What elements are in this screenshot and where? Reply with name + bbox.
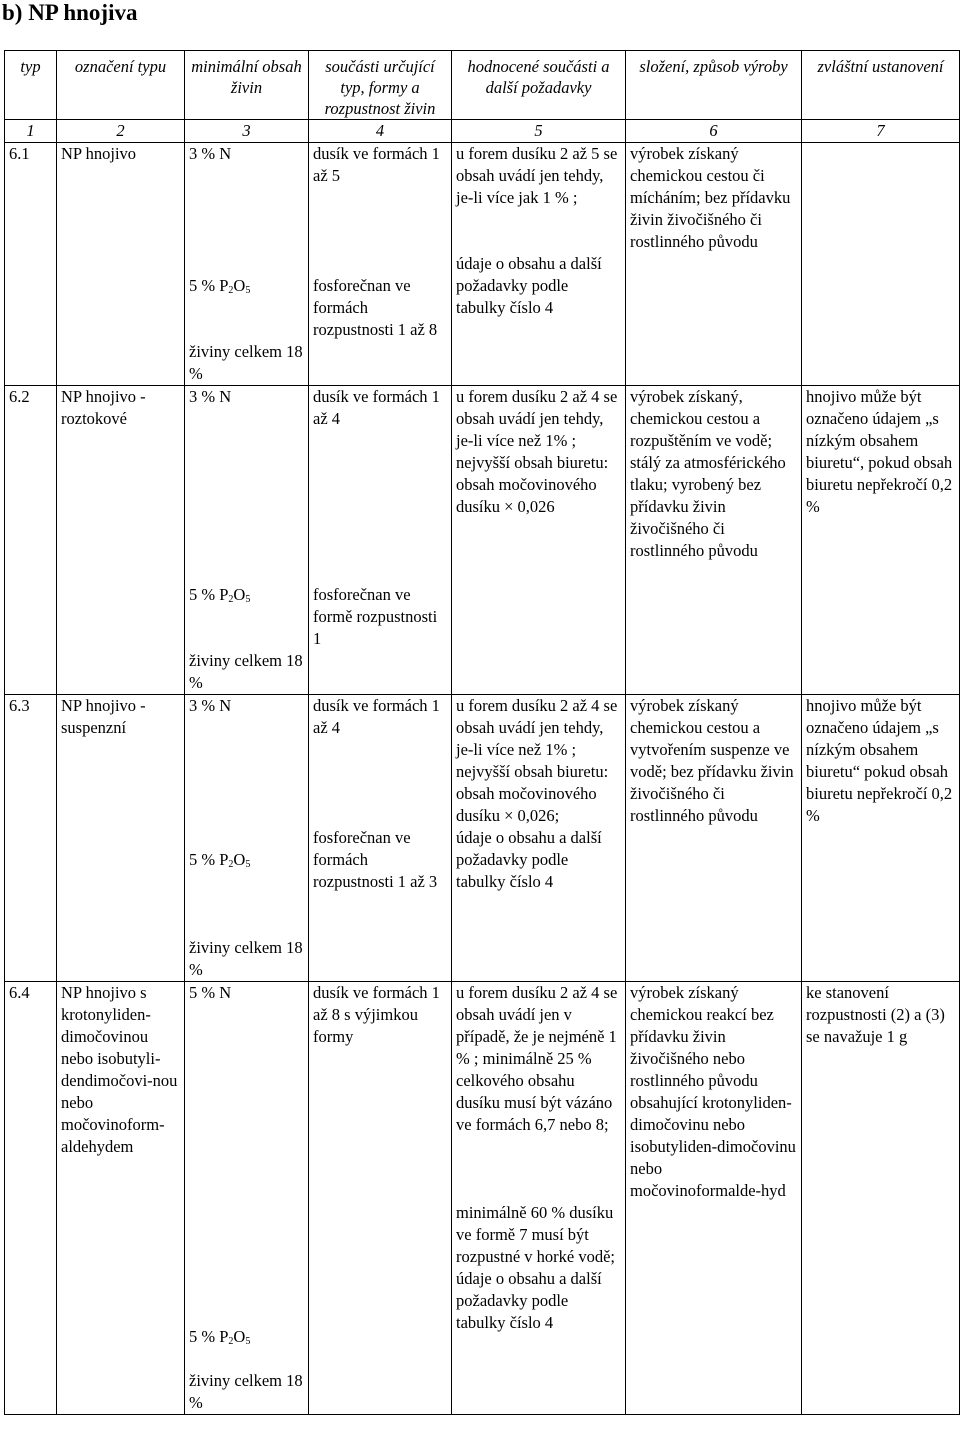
total-nutrients: živiny celkem 18 % — [189, 651, 303, 692]
n-eval: u forem dusíku 2 až 4 se obsah uvádí jen v případě, že je nejméně 1 % ; minimálně 25 % celkového obsahu dusíku musí být vázáno ve formách 6,7 nebo 8; — [456, 983, 618, 1134]
cell-composition: výrobek získaný chemickou reakcí bez přídavku živin živočišného nebo rostlinného původu obsahující krotonyliden-dimočovinu nebo isobutyliden-dimočovinu nebo močovinoformalde-hyd — [626, 982, 802, 1415]
n-form: dusík ve formách 1 až 8 s výjimkou formy — [313, 983, 440, 1046]
cell-name: NP hnojivo - suspenzní — [57, 695, 185, 982]
p-form: fosforečnan ve formě rozpustnosti 1 — [313, 585, 438, 648]
cell-evaluated — [452, 386, 626, 695]
cell-min-content — [185, 982, 309, 1415]
n-min: 5 % N — [189, 983, 232, 1002]
n-form: dusík ve formách 1 až 4 — [313, 387, 440, 428]
header-special: zvláštní ustanovení — [802, 51, 960, 120]
cell-name: NP hnojivo - roztokové — [57, 386, 185, 695]
cell-min-content — [185, 386, 309, 695]
n-min: 3 % N — [189, 144, 232, 163]
cell-components — [309, 386, 452, 695]
header-typ: typ — [5, 51, 57, 120]
table-row — [5, 386, 960, 695]
column-number: 6 — [626, 120, 802, 143]
header-evaluated: hodnocené součásti a další požadavky — [452, 51, 626, 120]
cell-composition: výrobek získaný chemickou cestou a vytvořením suspenze ve vodě; bez přídavku živin živočišného či rostlinného původu — [626, 695, 802, 982]
p-eval: údaje o obsahu a další požadavky podle tabulky číslo 4 — [456, 1269, 602, 1332]
n-min: 3 % N — [189, 696, 232, 715]
cell-typ: 6.1 — [5, 143, 57, 386]
cell-special: hnojivo může být označeno údajem „s nízkým obsahem biuretu“, pokud obsah biuretu nepřekročí 0,2 % — [802, 386, 960, 695]
n-eval: u forem dusíku 2 až 4 se obsah uvádí jen tehdy, je-li více než 1% ; nejvyšší obsah biuretu: obsah močovinového dusíku × 0,026; — [456, 696, 618, 825]
p-min: 5 % $P_2O_5$ — [189, 850, 251, 870]
column-number-row — [5, 120, 960, 143]
p-min: 5 % $P_2O_5$ — [189, 585, 251, 605]
column-number: 5 — [452, 120, 626, 143]
total-nutrients: živiny celkem 18 % — [189, 1371, 303, 1412]
fertilizer-table — [4, 50, 960, 1415]
header-row — [5, 51, 960, 120]
column-number: 2 — [57, 120, 185, 143]
p-eval: údaje o obsahu a další požadavky podle tabulky číslo 4 — [456, 828, 602, 891]
cell-evaluated — [452, 695, 626, 982]
header-composition: složení, způsob výroby — [626, 51, 802, 120]
cell-typ: 6.3 — [5, 695, 57, 982]
column-number: 7 — [802, 120, 960, 143]
cell-special — [802, 143, 960, 386]
section-title: b) NP hnojiva — [2, 0, 138, 25]
cell-components — [309, 982, 452, 1415]
cell-min-content — [185, 143, 309, 386]
p-form: fosforečnan ve formách rozpustnosti 1 až 8 — [313, 276, 438, 339]
p-form: fosforečnan ve formách rozpustnosti 1 až 3 — [313, 828, 438, 891]
table-row — [5, 982, 960, 1415]
cell-components — [309, 143, 452, 386]
n-eval-2: minimálně 60 % dusíku ve formě 7 musí být rozpustné v horké vodě; — [456, 1203, 615, 1266]
header-components: součásti určující typ, formy a rozpustnost živin — [309, 51, 452, 120]
column-number: 4 — [309, 120, 452, 143]
n-form: dusík ve formách 1 až 4 — [313, 696, 440, 737]
column-number: 3 — [185, 120, 309, 143]
cell-evaluated — [452, 982, 626, 1415]
n-eval: u forem dusíku 2 až 4 se obsah uvádí jen tehdy, je-li více než 1% ; nejvyšší obsah biuretu: obsah močovinového dusíku × 0,026 — [456, 387, 618, 516]
n-form: dusík ve formách 1 až 5 — [313, 144, 440, 185]
n-min: 3 % N — [189, 387, 232, 406]
column-number: 1 — [5, 120, 57, 143]
cell-special: hnojivo může být označeno údajem „s nízkým obsahem biuretu“ pokud obsah biuretu nepřekročí 0,2 % — [802, 695, 960, 982]
cell-components — [309, 695, 452, 982]
header-min-content: minimální obsah živin — [185, 51, 309, 120]
p-min: 5 % $P_2O_5$ — [189, 276, 251, 296]
cell-composition: výrobek získaný chemickou cestou či mícháním; bez přídavku živin živočišného či rostlinného původu — [626, 143, 802, 386]
cell-name: NP hnojivo s krotonyliden-dimočovinou nebo isobutyli-dendimočovi-nou nebo močovinoform-aldehydem — [57, 982, 185, 1415]
cell-min-content — [185, 695, 309, 982]
total-nutrients: živiny celkem 18 % — [189, 342, 303, 383]
table-row — [5, 695, 960, 982]
header-designation: označení typu — [57, 51, 185, 120]
cell-evaluated — [452, 143, 626, 386]
cell-name: NP hnojivo — [57, 143, 185, 386]
table-row — [5, 143, 960, 386]
cell-typ: 6.2 — [5, 386, 57, 695]
cell-special: ke stanovení rozpustnosti (2) a (3) se navažuje 1 g — [802, 982, 960, 1415]
p-eval: údaje o obsahu a další požadavky podle tabulky číslo 4 — [456, 254, 602, 317]
n-eval: u forem dusíku 2 až 5 se obsah uvádí jen tehdy, je-li více jak 1 % ; — [456, 144, 618, 207]
cell-composition: výrobek získaný, chemickou cestou a rozpuštěním ve vodě; stálý za atmosférického tlaku; vyrobený bez přídavku živin živočišného či rostlinného původu — [626, 386, 802, 695]
p-min: 5 % $P_2O_5$ — [189, 1327, 251, 1347]
total-nutrients: živiny celkem 18 % — [189, 938, 303, 979]
cell-typ: 6.4 — [5, 982, 57, 1415]
